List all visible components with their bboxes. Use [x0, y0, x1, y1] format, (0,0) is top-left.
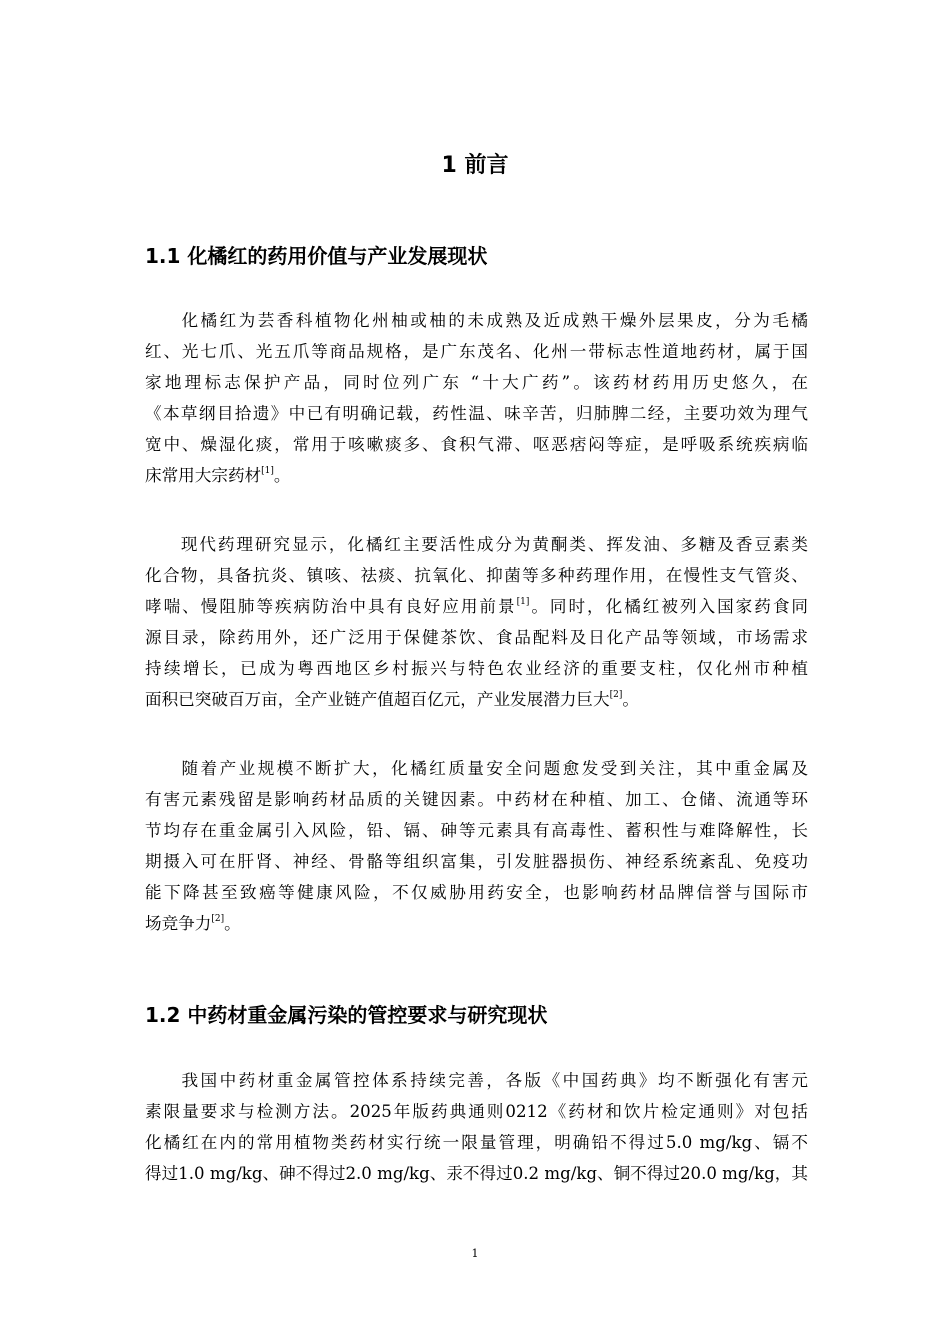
paragraph-1 — [145, 305, 808, 491]
paragraph-3 — [145, 753, 808, 939]
paragraph-4 — [145, 1065, 808, 1189]
text-line: 现代药理研究显示，化橘红主要活性成分为黄酮类、挥发油、多糖及香豆素类 — [179, 535, 808, 554]
paragraph-2 — [145, 529, 808, 715]
text-line: 期摄入可在肝肾、神经、骨骼等组织富集，引发脏器损伤、神经系统紊乱、免疫功 — [145, 852, 808, 871]
text-line: 有害元素残留是影响药材品质的关键因素。中药材在种植、加工、仓储、流通等环 — [145, 790, 808, 809]
text-line: 宽中、燥湿化痰，常用于咳嗽痰多、食积气滞、呕恶痞闷等症，是呼吸系统疾病临 — [145, 435, 808, 454]
text-line: 源目录，除药用外，还广泛用于保健茶饮、食品配料及日化产品等领域，市场需求 — [145, 628, 808, 647]
text-line: 面积已突破百万亩，全产业链产值超百亿元，产业发展潜力巨大[2]。 — [145, 690, 639, 709]
text-line: 得过1.0 mg/kg、砷不得过2.0 mg/kg、汞不得过0.2 mg/kg、铜不得过20.0 mg/kg，其 — [145, 1164, 808, 1183]
text-line: 化合物，具备抗炎、镇咳、祛痰、抗氧化、抑菌等多种药理作用，在慢性支气管炎、 — [145, 566, 808, 585]
text-line: 化橘红为芸香科植物化州柚或柚的未成熟及近成熟干燥外层果皮，分为毛橘 — [179, 311, 808, 330]
text-line: 能下降甚至致癌等健康风险，不仅威胁用药安全，也影响药材品牌信誉与国际市 — [145, 883, 808, 902]
text-line: 哮喘、慢阻肺等疾病防治中具有良好应用前景[1]。同时，化橘红被列入国家药食同 — [145, 597, 809, 616]
text-line: 随着产业规模不断扩大，化橘红质量安全问题愈发受到关注，其中重金属及 — [179, 759, 808, 778]
citation-ref: [2] — [211, 914, 225, 924]
text-line: 红、光七爪、光五爪等商品规格，是广东茂名、化州一带标志性道地药材，属于国 — [145, 342, 808, 361]
text-line: 化橘红在内的常用植物类药材实行统一限量管理，明确铅不得过5.0 mg/kg、镉不 — [145, 1133, 808, 1152]
text-line: 场竞争力[2]。 — [145, 914, 241, 933]
text-line: 我国中药材重金属管控体系持续完善，各版《中国药典》均不断强化有害元 — [179, 1071, 808, 1090]
chapter-title: 1 前言 — [441, 153, 509, 178]
text-line: 《本草纲目拾遗》中已有明确记载，药性温、味辛苦，归肺脾二经，主要功效为理气 — [145, 404, 808, 423]
text-line: 节均存在重金属引入风险，铅、镉、砷等元素具有高毒性、蓄积性与难降解性，长 — [145, 821, 808, 840]
citation-ref: [2] — [609, 690, 623, 700]
citation-ref: [1] — [261, 466, 274, 476]
section-title-1-2: 1.2 中药材重金属污染的管控要求与研究现状 — [145, 1003, 548, 1027]
section-title-1-1: 1.1 化橘红的药用价值与产业发展现状 — [145, 244, 488, 268]
text-line: 床常用大宗药材[1]。 — [145, 466, 291, 485]
page-number: 1 — [471, 1247, 479, 1260]
text-line: 持续增长，已成为粤西地区乡村振兴与特色农业经济的重要支柱，仅化州市种植 — [145, 659, 808, 678]
text-line: 家地理标志保护产品，同时位列广东 “十大广药”。该药材药用历史悠久，在 — [145, 373, 808, 392]
citation-ref: [1] — [516, 597, 530, 607]
text-line: 素限量要求与检测方法。2025年版药典通则0212《药材和饮片检定通则》对包括 — [145, 1102, 808, 1121]
